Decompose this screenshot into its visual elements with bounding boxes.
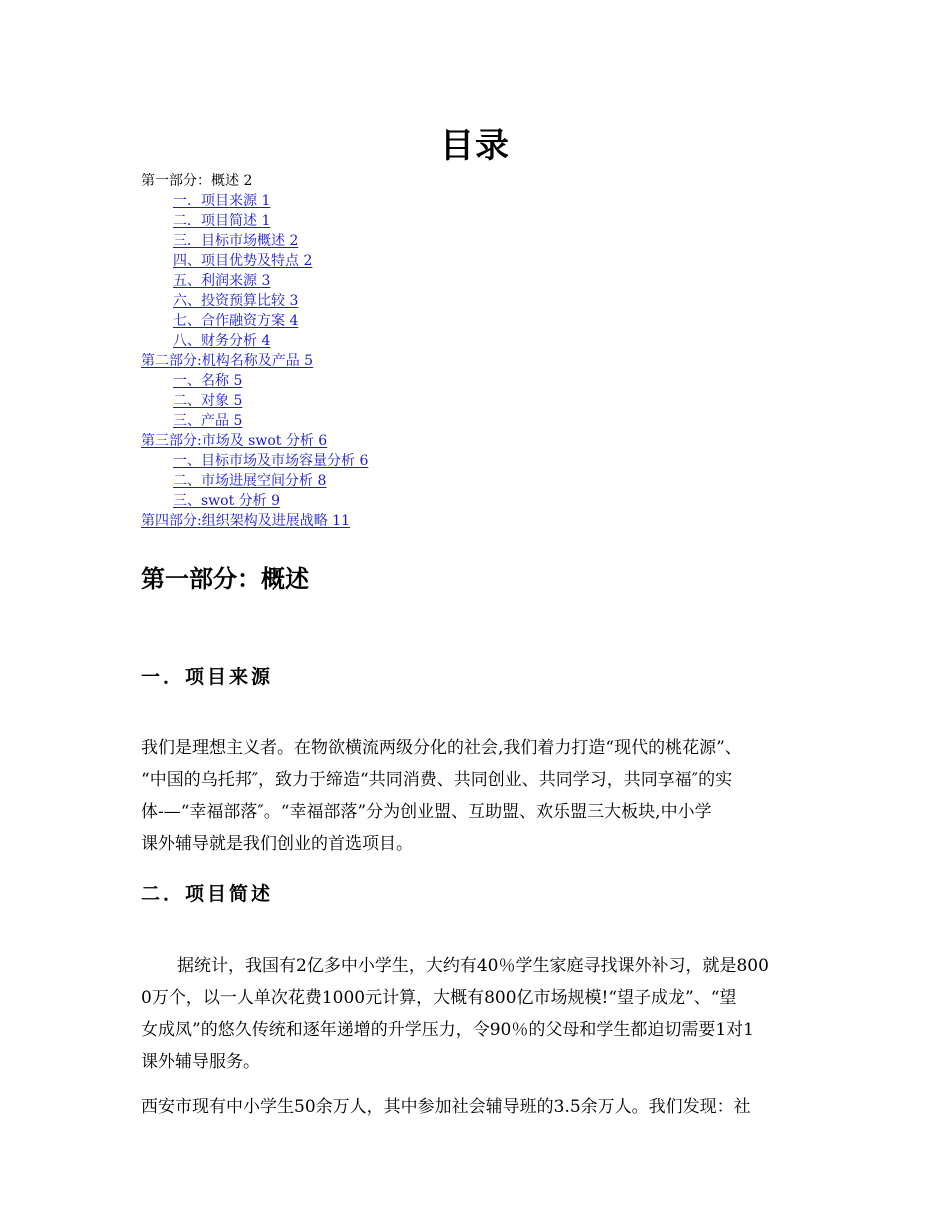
paragraph-line: 我们是理想主义者。在物欲横流两级分化的社会,我们着力打造“现代的桃花源”、 xyxy=(141,738,742,758)
toc-entry xyxy=(141,171,841,191)
toc-entry[interactable] xyxy=(141,271,841,291)
toc-entry[interactable] xyxy=(141,391,841,411)
toc-link[interactable]: 六、投资预算比较 3 xyxy=(173,293,299,309)
toc-link[interactable]: 四、项目优势及特点 2 xyxy=(173,253,313,269)
toc-entry[interactable] xyxy=(141,411,841,431)
toc-link[interactable]: 五、利润来源 3 xyxy=(173,273,271,289)
toc-link[interactable]: 一．项目来源 1 xyxy=(173,193,271,209)
toc-entry[interactable] xyxy=(141,311,841,331)
paragraph-line: 西安市现有中小学生50余万人，其中参加社会辅导班的3.5余万人。我们发现：社 xyxy=(141,1097,751,1117)
toc-entry[interactable] xyxy=(141,231,841,251)
toc-link[interactable]: 三、产品 5 xyxy=(173,413,243,429)
toc-entry[interactable] xyxy=(141,451,841,471)
toc-link[interactable]: 第二部分:机构名称及产品 5 xyxy=(141,353,314,369)
toc-link[interactable]: 三．目标市场概述 2 xyxy=(173,233,299,249)
toc-entry[interactable] xyxy=(141,291,841,311)
toc-link[interactable]: 第三部分:市场及 swot 分析 6 xyxy=(141,433,328,449)
toc-link[interactable]: 七、合作融资方案 4 xyxy=(173,313,299,329)
paragraph-line: “中国的乌托邦″，致力于缔造“共同消费、共同创业、共同学习，共同享福″的实 xyxy=(141,770,733,790)
toc-link[interactable]: 一、名称 5 xyxy=(173,373,243,389)
section-2-paragraph-2 xyxy=(141,1091,811,1123)
toc-entry[interactable] xyxy=(141,191,841,211)
toc-entry[interactable] xyxy=(141,211,841,231)
toc-entry[interactable] xyxy=(141,511,841,531)
toc-entry[interactable] xyxy=(141,471,841,491)
paragraph-line: 课外辅导服务。 xyxy=(141,1052,260,1072)
toc-link[interactable]: 第四部分:组织架构及进展战略 11 xyxy=(141,513,350,529)
toc-link[interactable]: 一、目标市场及市场容量分析 6 xyxy=(173,453,369,469)
toc-link[interactable]: 二、市场进展空间分析 8 xyxy=(173,473,327,489)
toc-entry[interactable] xyxy=(141,351,841,371)
paragraph-line: 课外辅导就是我们创业的首选项目。 xyxy=(141,834,413,854)
paragraph-line: 女成凤”的悠久传统和逐年递增的升学压力，令90％的父母和学生都迫切需要1对1 xyxy=(141,1020,754,1040)
section-heading-2: 二．项目简述 xyxy=(141,883,274,905)
toc-link[interactable]: 八、财务分析 4 xyxy=(173,333,271,349)
paragraph-line: 据统计，我国有2亿多中小学生，大约有40％学生家庭寻找课外补习，就是800 xyxy=(177,956,769,976)
paragraph-line: 体-—“幸福部落″。“幸福部落”分为创业盟、互助盟、欢乐盟三大板块,中小学 xyxy=(141,802,712,822)
toc-entry[interactable] xyxy=(141,251,841,271)
part-heading: 第一部分：概述 xyxy=(141,565,309,593)
toc-title: 目录 xyxy=(440,126,510,166)
toc-entry[interactable] xyxy=(141,371,841,391)
section-heading-1: 一．项目来源 xyxy=(141,666,274,688)
toc-entry[interactable] xyxy=(141,491,841,511)
toc-link[interactable]: 二、对象 5 xyxy=(173,393,243,409)
toc-link[interactable]: 二．项目简述 1 xyxy=(173,213,271,229)
table-of-contents xyxy=(141,171,841,531)
section-1-paragraph xyxy=(141,732,811,860)
toc-entry[interactable] xyxy=(141,331,841,351)
paragraph-line: 0万个，以一人单次花费1000元计算，大概有800亿市场规模!“望子成龙”、“望 xyxy=(141,988,737,1008)
section-2-paragraph xyxy=(141,950,811,1078)
toc-entry[interactable] xyxy=(141,431,841,451)
toc-entry-text: 第一部分：概述 2 xyxy=(141,173,253,189)
toc-link[interactable]: 三、swot 分析 9 xyxy=(173,493,281,509)
